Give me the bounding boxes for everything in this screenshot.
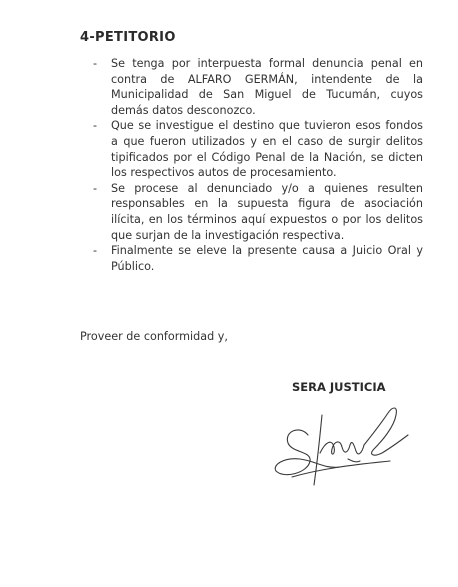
petition-text: Finalmente se eleve la presente causa a Juicio Oral y Público. (111, 244, 423, 273)
section-heading: 4-PETITORIO (80, 30, 176, 45)
bullet-dash: - (93, 244, 98, 258)
closing-line: Proveer de conformidad y, (80, 330, 228, 343)
bullet-dash: - (93, 181, 98, 195)
bullet-dash: - (93, 57, 98, 70)
petition-text: Que se investigue el destino que tuvieron esos fondos a que fueron utilizados y en el caso de surgir delitos tipificados por el Código Penal de la Nación, se dicten los respectivos autos de procesamiento. (111, 119, 423, 180)
petition-item (93, 56, 423, 118)
petition-item (93, 243, 423, 274)
petition-item (93, 181, 423, 243)
petition-item (93, 118, 423, 180)
handwritten-signature (270, 395, 420, 490)
bullet-dash: - (93, 119, 98, 133)
petition-text: Se tenga por interpuesta formal denuncia penal en contra de ALFARO GERMÁN, intendente de la Municipalidad de San Miguel de Tucumán, cuyos demás datos desconozco. (111, 57, 423, 117)
petition-list (93, 56, 423, 274)
petition-text: Se procese al denunciado y/o a quienes resulten responsables en la supuesta figura de asociación ilícita, en los términos aquí expuestos o por los delitos que surjan de la investigación respectiva. (111, 181, 423, 242)
sign-off: SERA JUSTICIA (292, 380, 386, 394)
